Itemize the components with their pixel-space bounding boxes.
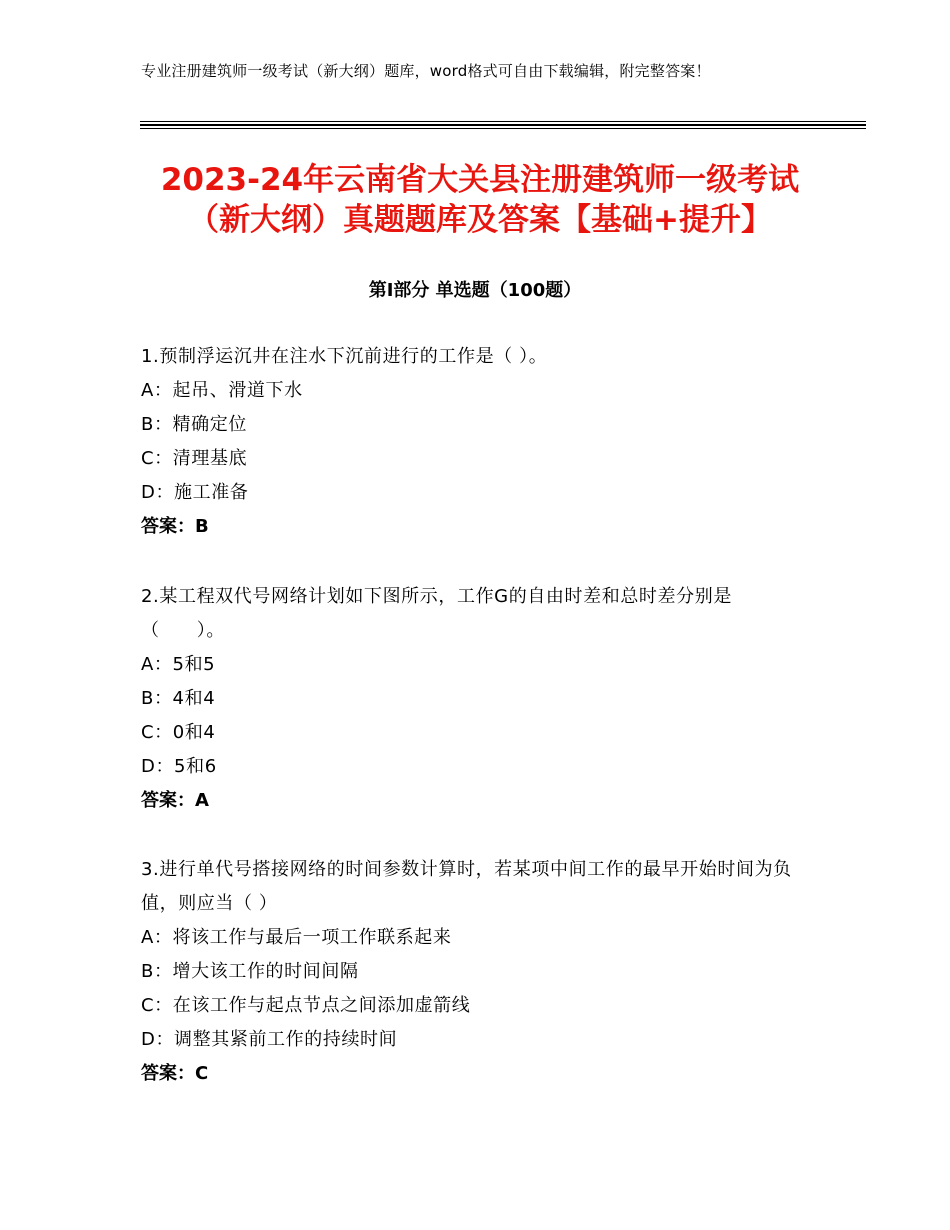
question-2 [141, 580, 801, 818]
option-d: D：5和6 [141, 756, 217, 777]
option-b: B：增大该工作的时间间隔 [141, 961, 359, 982]
answer-label: 答案：A [141, 790, 209, 811]
option-d: D：调整其紧前工作的持续时间 [141, 1029, 398, 1050]
option-c: C：清理基底 [141, 448, 248, 469]
answer-label: 答案：C [141, 1063, 209, 1084]
question-1 [141, 340, 801, 544]
option-b: B：4和4 [141, 688, 216, 709]
header-rule-top [140, 121, 866, 122]
header-note: 专业注册建筑师一级考试（新大纲）题库，word格式可自由下载编辑，附完整答案！ [141, 62, 711, 80]
header-rule-bottom [140, 128, 866, 129]
option-a: A：起吊、滑道下水 [141, 380, 303, 401]
section-heading: 第Ⅰ部分 单选题（100题） [368, 280, 582, 301]
option-c: C：0和4 [141, 722, 216, 743]
option-c: C：在该工作与起点节点之间添加虚箭线 [141, 995, 471, 1016]
option-a: A：5和5 [141, 654, 216, 675]
question-stem: 2.某工程双代号网络计划如下图所示，工作G的自由时差和总时差分别是（ ）。 [141, 586, 732, 641]
question-stem: 3.进行单代号搭接网络的时间参数计算时，若某项中间工作的最早开始时间为负值，则应当（ ） [141, 859, 792, 914]
question-3 [141, 853, 801, 1091]
option-b: B：精确定位 [141, 414, 247, 435]
header-rule-middle [140, 124, 866, 126]
option-a: A：将该工作与最后一项工作联系起来 [141, 927, 452, 948]
option-d: D：施工准备 [141, 482, 249, 503]
answer-label: 答案：B [141, 516, 209, 537]
question-stem: 1.预制浮运沉井在注水下沉前进行的工作是（ ）。 [141, 346, 548, 367]
document-title: 2023-24年云南省大关县注册建筑师一级考试（新大纲）真题题库及答案【基础+提升】 [160, 162, 800, 238]
